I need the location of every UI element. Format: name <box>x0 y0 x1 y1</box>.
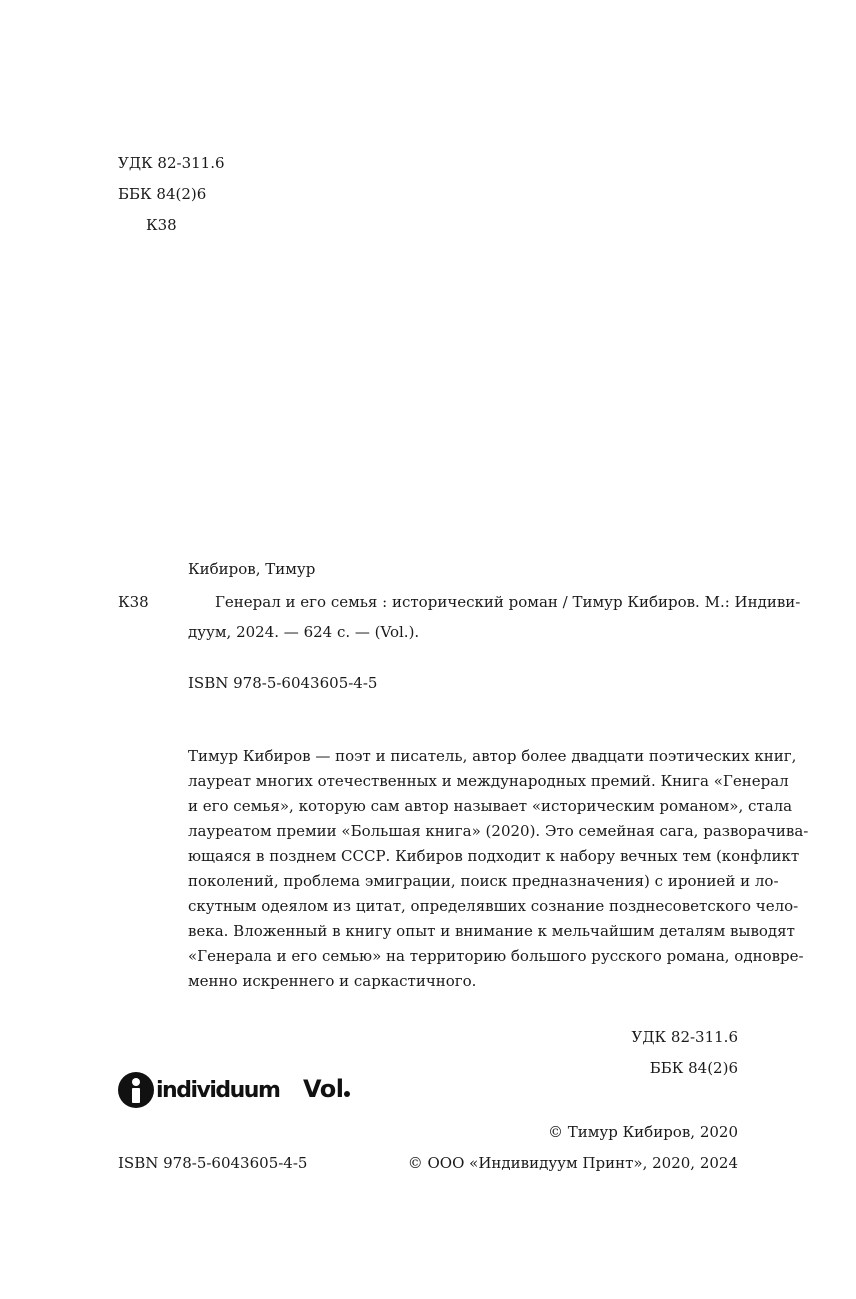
copyright-publisher: © ООО «Индивидуум Принт», 2020, 2024 <box>407 1154 738 1172</box>
udk-code-bottom: УДК 82-311.6 <box>631 1028 738 1046</box>
catalog-author-heading: Кибиров, Тимур <box>188 560 316 578</box>
annotation-line: ющаяся в позднем СССР. Кибиров подходит к набору вечных тем (конфликт <box>188 847 800 865</box>
copyright-author: © Тимур Кибиров, 2020 <box>547 1123 738 1141</box>
catalog-author-mark: К38 <box>118 593 149 611</box>
catalog-title-line-2: дуум, 2024. — 624 с. — (Vol.). <box>188 623 420 641</box>
annotation-line: века. Вложенный в книгу опыт и внимание к мельчайшим деталям выводят <box>188 922 795 940</box>
udk-code-top: УДК 82-311.6 <box>118 154 225 172</box>
annotation-line: менно искреннего и саркастичного. <box>188 972 477 990</box>
publisher-wordmark: individuum <box>156 1077 280 1103</box>
author-mark-top: К38 <box>146 216 177 234</box>
bbk-code-bottom: ББК 84(2)6 <box>649 1059 738 1077</box>
annotation-line: «Генерала и его семью» на территорию большого русского романа, одновре- <box>188 947 804 965</box>
individuum-i-icon <box>118 1072 154 1108</box>
annotation-line: лауреат многих отечественных и международных премий. Книга «Генерал <box>188 772 789 790</box>
series-logo <box>303 1075 350 1103</box>
annotation-line: скутным одеялом из цитат, определявших сознание позднесоветского чело- <box>188 897 799 915</box>
catalog-title-line-1: Генерал и его семья : исторический роман / Тимур Кибиров. М.: Индиви- <box>215 593 801 611</box>
series-dot-icon <box>344 1091 350 1097</box>
annotation-line: лауреатом премии «Большая книга» (2020). Это семейная сага, разворачива- <box>188 822 809 840</box>
annotation-line: Тимур Кибиров — поэт и писатель, автор более двадцати поэтических книг, <box>188 747 797 765</box>
isbn-bottom: ISBN 978-5-6043605-4-5 <box>118 1154 308 1172</box>
publisher-logo <box>118 1071 279 1109</box>
bbk-code-top: ББК 84(2)6 <box>118 185 207 203</box>
annotation-line: поколений, проблема эмиграции, поиск предназначения) с иронией и ло- <box>188 872 779 890</box>
annotation-line: и его семья», которую сам автор называет «историческим романом», стала <box>188 797 793 815</box>
series-wordmark: Vol <box>303 1075 344 1103</box>
catalog-isbn: ISBN 978-5-6043605-4-5 <box>188 674 378 692</box>
